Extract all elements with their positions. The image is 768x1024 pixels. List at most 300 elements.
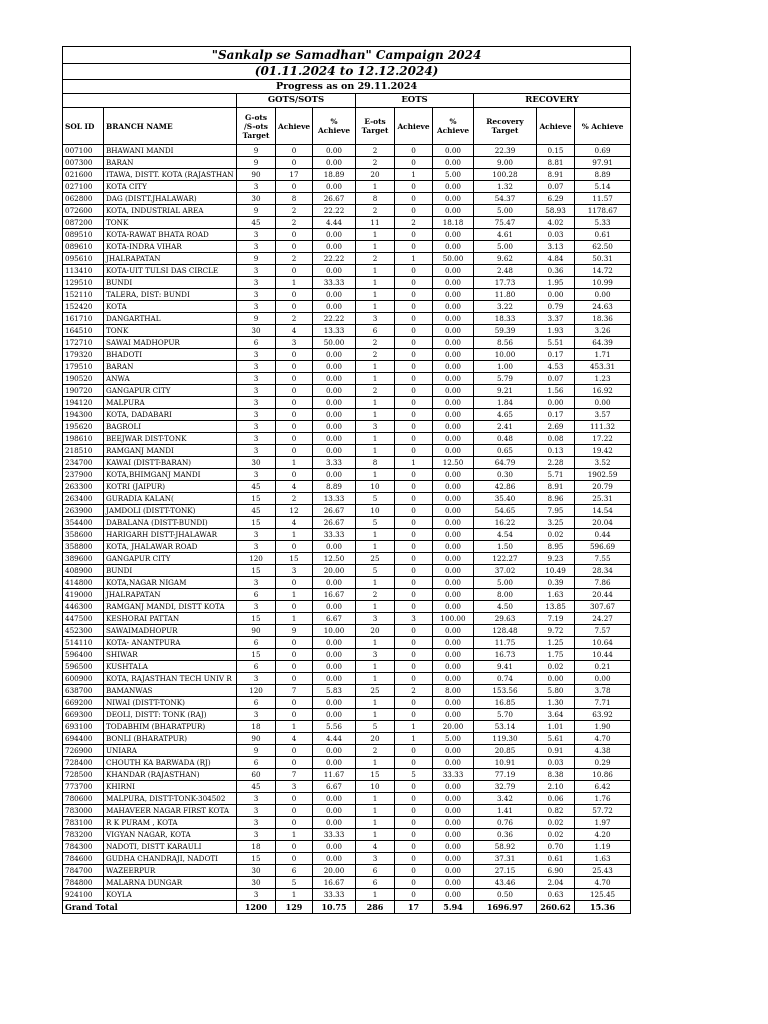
- table-row: [63, 373, 631, 385]
- cell-recovery-achieve: 0.39: [537, 577, 575, 589]
- cell-gots-percent: 26.67: [313, 505, 356, 517]
- cell-eots-achieve: 0: [395, 565, 433, 577]
- cell-branch-name: BHADOTI: [104, 349, 237, 361]
- cell-gots-percent: 0.00: [313, 697, 356, 709]
- cell-eots-target: 2: [356, 145, 395, 157]
- cell-branch-name: KUSHTALA: [104, 661, 237, 673]
- cell-recovery-percent: 1.90: [575, 721, 631, 733]
- cell-recovery-percent: 97.91: [575, 157, 631, 169]
- cell-recovery-target: 119.30: [474, 733, 537, 745]
- cell-branch-name: DANGARTHAL: [104, 313, 237, 325]
- cell-eots-achieve: 0: [395, 745, 433, 757]
- cell-recovery-percent: 5.33: [575, 217, 631, 229]
- cell-recovery-percent: 18.36: [575, 313, 631, 325]
- cell-recovery-achieve: 0.70: [537, 841, 575, 853]
- cell-sol-id: 195620: [63, 421, 104, 433]
- cell-recovery-percent: 16.92: [575, 385, 631, 397]
- cell-recovery-achieve: 8.38: [537, 769, 575, 781]
- cell-eots-achieve: 0: [395, 589, 433, 601]
- cell-recovery-target: 64.79: [474, 457, 537, 469]
- cell-recovery-percent: 63.92: [575, 709, 631, 721]
- cell-gots-target: 30: [237, 193, 276, 205]
- column-header-sol-id: SOL ID: [63, 108, 104, 145]
- cell-branch-name: DABALANA (DISTT-BUNDI): [104, 517, 237, 529]
- cell-gots-percent: 13.33: [313, 493, 356, 505]
- cell-eots-percent: 0.00: [433, 373, 474, 385]
- cell-branch-name: NADOTI, DISTT KARAULI: [104, 841, 237, 853]
- cell-gots-target: 45: [237, 505, 276, 517]
- cell-eots-target: 10: [356, 481, 395, 493]
- cell-eots-percent: 0.00: [433, 277, 474, 289]
- table-row: [63, 217, 631, 229]
- column-header-eots-achieve: Achieve: [395, 108, 433, 145]
- cell-gots-percent: 20.00: [313, 565, 356, 577]
- table-row: [63, 361, 631, 373]
- cell-gots-target: 3: [237, 385, 276, 397]
- cell-gots-target: 3: [237, 397, 276, 409]
- table-row: [63, 541, 631, 553]
- cell-recovery-achieve: 0.82: [537, 805, 575, 817]
- cell-gots-percent: 11.67: [313, 769, 356, 781]
- cell-recovery-target: 9.21: [474, 385, 537, 397]
- table-row: [63, 577, 631, 589]
- table-row: [63, 721, 631, 733]
- cell-gots-percent: 0.00: [313, 673, 356, 685]
- cell-recovery-target: 128.48: [474, 625, 537, 637]
- cell-recovery-percent: 1.63: [575, 853, 631, 865]
- cell-recovery-achieve: 6.90: [537, 865, 575, 877]
- cell-recovery-achieve: 0.91: [537, 745, 575, 757]
- cell-gots-achieve: 0: [276, 157, 313, 169]
- cell-eots-target: 3: [356, 421, 395, 433]
- cell-gots-percent: 8.89: [313, 481, 356, 493]
- cell-gots-target: 3: [237, 709, 276, 721]
- cell-gots-percent: 0.00: [313, 433, 356, 445]
- cell-recovery-achieve: 0.13: [537, 445, 575, 457]
- table-row: [63, 877, 631, 889]
- cell-branch-name: JHALRAPATAN: [104, 253, 237, 265]
- table-row: [63, 325, 631, 337]
- cell-gots-percent: 6.67: [313, 781, 356, 793]
- cell-recovery-target: 59.39: [474, 325, 537, 337]
- cell-branch-name: JAMDOLI (DISTT-TONK): [104, 505, 237, 517]
- cell-sol-id: 113410: [63, 265, 104, 277]
- cell-eots-achieve: 0: [395, 805, 433, 817]
- cell-gots-achieve: 3: [276, 337, 313, 349]
- cell-gots-achieve: 1: [276, 829, 313, 841]
- cell-branch-name: KOTA, JHALAWAR ROAD: [104, 541, 237, 553]
- cell-eots-percent: 0.00: [433, 889, 474, 901]
- total-gots-target: 1200: [237, 901, 276, 914]
- cell-recovery-percent: 25.31: [575, 493, 631, 505]
- cell-eots-percent: 0.00: [433, 145, 474, 157]
- cell-gots-target: 6: [237, 337, 276, 349]
- cell-eots-target: 2: [356, 589, 395, 601]
- cell-recovery-percent: 1.71: [575, 349, 631, 361]
- cell-eots-achieve: 0: [395, 853, 433, 865]
- table-row: [63, 253, 631, 265]
- cell-eots-achieve: 0: [395, 841, 433, 853]
- cell-recovery-percent: 1.97: [575, 817, 631, 829]
- cell-eots-achieve: 0: [395, 601, 433, 613]
- cell-eots-percent: 0.00: [433, 781, 474, 793]
- cell-recovery-target: 29.63: [474, 613, 537, 625]
- cell-gots-percent: 0.00: [313, 373, 356, 385]
- cell-eots-target: 2: [356, 157, 395, 169]
- cell-recovery-achieve: 1.01: [537, 721, 575, 733]
- cell-recovery-achieve: 1.30: [537, 697, 575, 709]
- cell-sol-id: 095610: [63, 253, 104, 265]
- cell-gots-percent: 0.00: [313, 853, 356, 865]
- cell-eots-achieve: 0: [395, 157, 433, 169]
- cell-gots-target: 3: [237, 373, 276, 385]
- cell-eots-target: 20: [356, 733, 395, 745]
- cell-gots-target: 3: [237, 349, 276, 361]
- cell-recovery-achieve: 0.63: [537, 889, 575, 901]
- cell-recovery-percent: 307.67: [575, 601, 631, 613]
- cell-sol-id: 089610: [63, 241, 104, 253]
- cell-recovery-percent: 0.00: [575, 673, 631, 685]
- cell-gots-achieve: 0: [276, 433, 313, 445]
- cell-branch-name: BUNDI: [104, 565, 237, 577]
- table-row: [63, 385, 631, 397]
- cell-gots-target: 15: [237, 649, 276, 661]
- cell-branch-name: SHIWAR: [104, 649, 237, 661]
- cell-gots-achieve: 1: [276, 613, 313, 625]
- cell-gots-percent: 33.33: [313, 529, 356, 541]
- cell-recovery-target: 58.92: [474, 841, 537, 853]
- cell-gots-achieve: 0: [276, 349, 313, 361]
- cell-gots-percent: 0.00: [313, 649, 356, 661]
- cell-eots-target: 3: [356, 853, 395, 865]
- cell-recovery-percent: 3.52: [575, 457, 631, 469]
- table-row: [63, 625, 631, 637]
- cell-branch-name: GANGAPUR CITY: [104, 553, 237, 565]
- cell-gots-achieve: 0: [276, 805, 313, 817]
- cell-eots-target: 2: [356, 253, 395, 265]
- cell-recovery-percent: 1178.67: [575, 205, 631, 217]
- cell-recovery-percent: 453.31: [575, 361, 631, 373]
- table-row: [63, 553, 631, 565]
- cell-gots-target: 60: [237, 769, 276, 781]
- cell-eots-percent: 0.00: [433, 409, 474, 421]
- cell-recovery-achieve: 5.80: [537, 685, 575, 697]
- group-header-eots: EOTS: [356, 94, 474, 108]
- cell-recovery-percent: 24.27: [575, 613, 631, 625]
- cell-gots-percent: 0.00: [313, 541, 356, 553]
- cell-gots-target: 18: [237, 721, 276, 733]
- cell-recovery-achieve: 13.85: [537, 601, 575, 613]
- cell-eots-achieve: 0: [395, 637, 433, 649]
- cell-gots-target: 3: [237, 793, 276, 805]
- cell-gots-percent: 0.00: [313, 157, 356, 169]
- cell-recovery-target: 2.48: [474, 265, 537, 277]
- cell-recovery-target: 11.80: [474, 289, 537, 301]
- cell-sol-id: 728400: [63, 757, 104, 769]
- cell-eots-achieve: 0: [395, 361, 433, 373]
- cell-eots-percent: 0.00: [433, 565, 474, 577]
- table-row: [63, 421, 631, 433]
- cell-recovery-percent: 64.39: [575, 337, 631, 349]
- cell-sol-id: 354400: [63, 517, 104, 529]
- cell-sol-id: 693100: [63, 721, 104, 733]
- table-row: [63, 853, 631, 865]
- cell-eots-target: 1: [356, 181, 395, 193]
- cell-gots-achieve: 0: [276, 145, 313, 157]
- cell-sol-id: 007100: [63, 145, 104, 157]
- cell-eots-percent: 0.00: [433, 853, 474, 865]
- cell-sol-id: 072600: [63, 205, 104, 217]
- cell-recovery-achieve: 3.37: [537, 313, 575, 325]
- group-header-recovery: RECOVERY: [474, 94, 631, 108]
- cell-gots-percent: 50.00: [313, 337, 356, 349]
- cell-sol-id: 190720: [63, 385, 104, 397]
- cell-recovery-target: 27.15: [474, 865, 537, 877]
- cell-recovery-target: 75.47: [474, 217, 537, 229]
- cell-gots-achieve: 3: [276, 565, 313, 577]
- cell-eots-target: 8: [356, 193, 395, 205]
- table-row: [63, 145, 631, 157]
- cell-eots-achieve: 5: [395, 769, 433, 781]
- cell-gots-percent: 0.00: [313, 301, 356, 313]
- cell-branch-name: KOTA- ANANTPURA: [104, 637, 237, 649]
- cell-branch-name: BARAN: [104, 361, 237, 373]
- table-row: [63, 589, 631, 601]
- cell-eots-percent: 0.00: [433, 517, 474, 529]
- cell-sol-id: 263300: [63, 481, 104, 493]
- cell-eots-target: 1: [356, 529, 395, 541]
- cell-eots-achieve: 0: [395, 277, 433, 289]
- cell-gots-achieve: 4: [276, 733, 313, 745]
- total-recovery-achieve: 260.62: [537, 901, 575, 914]
- cell-recovery-achieve: 0.17: [537, 349, 575, 361]
- cell-branch-name: NIWAI (DISTT-TONK): [104, 697, 237, 709]
- cell-sol-id: 027100: [63, 181, 104, 193]
- cell-recovery-target: 8.56: [474, 337, 537, 349]
- cell-eots-target: 1: [356, 469, 395, 481]
- cell-recovery-achieve: 4.84: [537, 253, 575, 265]
- cell-recovery-achieve: 0.36: [537, 265, 575, 277]
- cell-recovery-percent: 5.14: [575, 181, 631, 193]
- cell-eots-achieve: 0: [395, 241, 433, 253]
- column-header-gots-percent: % Achieve: [313, 108, 356, 145]
- cell-eots-percent: 0.00: [433, 841, 474, 853]
- cell-sol-id: 446300: [63, 601, 104, 613]
- cell-recovery-target: 77.19: [474, 769, 537, 781]
- cell-eots-achieve: 0: [395, 493, 433, 505]
- cell-recovery-target: 4.50: [474, 601, 537, 613]
- cell-recovery-target: 22.39: [474, 145, 537, 157]
- cell-gots-target: 3: [237, 829, 276, 841]
- cell-eots-achieve: 0: [395, 373, 433, 385]
- cell-recovery-percent: 0.00: [575, 289, 631, 301]
- report-title: "Sankalp se Samadhan" Campaign 2024: [63, 47, 631, 64]
- cell-recovery-percent: 0.21: [575, 661, 631, 673]
- total-gots-percent: 10.75: [313, 901, 356, 914]
- cell-eots-percent: 0.00: [433, 817, 474, 829]
- cell-recovery-achieve: 2.10: [537, 781, 575, 793]
- progress-date: Progress as on 29.11.2024: [63, 80, 631, 94]
- cell-gots-target: 3: [237, 529, 276, 541]
- cell-eots-achieve: 0: [395, 625, 433, 637]
- cell-recovery-target: 100.28: [474, 169, 537, 181]
- table-row: [63, 889, 631, 901]
- cell-eots-target: 1: [356, 433, 395, 445]
- cell-sol-id: 600900: [63, 673, 104, 685]
- cell-eots-achieve: 0: [395, 229, 433, 241]
- cell-sol-id: 129510: [63, 277, 104, 289]
- cell-eots-target: 1: [356, 373, 395, 385]
- cell-gots-target: 3: [237, 889, 276, 901]
- cell-recovery-percent: 25.43: [575, 865, 631, 877]
- cell-branch-name: WAZEERPUR: [104, 865, 237, 877]
- cell-recovery-achieve: 4.53: [537, 361, 575, 373]
- cell-sol-id: 924100: [63, 889, 104, 901]
- cell-recovery-achieve: 0.61: [537, 853, 575, 865]
- cell-branch-name: RAMGANJ MANDI, DISTT KOTA: [104, 601, 237, 613]
- cell-sol-id: 194300: [63, 409, 104, 421]
- cell-branch-name: KAWAI (DISTT-BARAN): [104, 457, 237, 469]
- cell-gots-target: 15: [237, 613, 276, 625]
- cell-recovery-achieve: 0.79: [537, 301, 575, 313]
- table-row: [63, 397, 631, 409]
- cell-eots-achieve: 0: [395, 529, 433, 541]
- cell-eots-target: 3: [356, 649, 395, 661]
- cell-branch-name: SAWAI MADHOPUR: [104, 337, 237, 349]
- cell-gots-target: 6: [237, 661, 276, 673]
- cell-sol-id: 062800: [63, 193, 104, 205]
- cell-gots-achieve: 1: [276, 457, 313, 469]
- cell-recovery-achieve: 58.93: [537, 205, 575, 217]
- cell-eots-achieve: 0: [395, 889, 433, 901]
- cell-recovery-target: 37.31: [474, 853, 537, 865]
- cell-eots-target: 2: [356, 205, 395, 217]
- cell-gots-target: 15: [237, 565, 276, 577]
- cell-eots-percent: 0.00: [433, 745, 474, 757]
- cell-eots-achieve: 0: [395, 577, 433, 589]
- cell-eots-percent: 0.00: [433, 493, 474, 505]
- cell-gots-percent: 0.00: [313, 421, 356, 433]
- table-row: [63, 289, 631, 301]
- cell-sol-id: 263400: [63, 493, 104, 505]
- cell-recovery-percent: 14.72: [575, 265, 631, 277]
- cell-eots-percent: 0.00: [433, 385, 474, 397]
- cell-eots-achieve: 0: [395, 181, 433, 193]
- cell-eots-target: 1: [356, 409, 395, 421]
- cell-gots-achieve: 0: [276, 229, 313, 241]
- table-row: [63, 529, 631, 541]
- cell-eots-percent: 0.00: [433, 301, 474, 313]
- cell-recovery-achieve: 5.71: [537, 469, 575, 481]
- cell-eots-achieve: 0: [395, 205, 433, 217]
- cell-recovery-achieve: 10.49: [537, 565, 575, 577]
- cell-gots-achieve: 0: [276, 445, 313, 457]
- cell-recovery-percent: 7.71: [575, 697, 631, 709]
- cell-sol-id: 780600: [63, 793, 104, 805]
- cell-eots-percent: 0.00: [433, 265, 474, 277]
- cell-recovery-percent: 0.69: [575, 145, 631, 157]
- cell-eots-achieve: 0: [395, 385, 433, 397]
- cell-gots-target: 3: [237, 541, 276, 553]
- cell-eots-target: 1: [356, 829, 395, 841]
- cell-eots-target: 25: [356, 685, 395, 697]
- cell-recovery-percent: 0.44: [575, 529, 631, 541]
- cell-eots-percent: 0.00: [433, 757, 474, 769]
- cell-eots-achieve: 0: [395, 505, 433, 517]
- table-row: [63, 793, 631, 805]
- cell-eots-target: 1: [356, 757, 395, 769]
- cell-gots-achieve: 12: [276, 505, 313, 517]
- cell-sol-id: 638700: [63, 685, 104, 697]
- cell-branch-name: BHAWANI MANDI: [104, 145, 237, 157]
- cell-eots-target: 3: [356, 313, 395, 325]
- cell-gots-target: 90: [237, 733, 276, 745]
- table-row: [63, 193, 631, 205]
- cell-sol-id: 152110: [63, 289, 104, 301]
- cell-sol-id: 452300: [63, 625, 104, 637]
- cell-sol-id: 152420: [63, 301, 104, 313]
- cell-gots-percent: 0.00: [313, 637, 356, 649]
- table-row: [63, 157, 631, 169]
- cell-gots-achieve: 1: [276, 589, 313, 601]
- table-row: [63, 661, 631, 673]
- cell-eots-achieve: 0: [395, 145, 433, 157]
- table-row: [63, 649, 631, 661]
- cell-recovery-achieve: 5.51: [537, 337, 575, 349]
- cell-gots-target: 3: [237, 289, 276, 301]
- cell-gots-target: 15: [237, 853, 276, 865]
- cell-gots-target: 120: [237, 685, 276, 697]
- cell-branch-name: DAG (DISTT.JHALAWAR): [104, 193, 237, 205]
- cell-recovery-percent: 20.44: [575, 589, 631, 601]
- cell-gots-percent: 4.44: [313, 733, 356, 745]
- cell-recovery-percent: 20.04: [575, 517, 631, 529]
- table-row: [63, 733, 631, 745]
- cell-recovery-target: 1.00: [474, 361, 537, 373]
- cell-gots-achieve: 1: [276, 529, 313, 541]
- cell-branch-name: KESHORAI PATTAN: [104, 613, 237, 625]
- cell-branch-name: BARAN: [104, 157, 237, 169]
- cell-sol-id: 358800: [63, 541, 104, 553]
- cell-recovery-achieve: 0.15: [537, 145, 575, 157]
- cell-gots-achieve: 0: [276, 409, 313, 421]
- cell-gots-achieve: 2: [276, 217, 313, 229]
- cell-recovery-target: 16.73: [474, 649, 537, 661]
- table-row: [63, 181, 631, 193]
- table-row: [63, 673, 631, 685]
- cell-recovery-achieve: 0.02: [537, 529, 575, 541]
- cell-sol-id: 419000: [63, 589, 104, 601]
- cell-eots-percent: 0.00: [433, 625, 474, 637]
- cell-recovery-achieve: 8.96: [537, 493, 575, 505]
- cell-eots-percent: 0.00: [433, 313, 474, 325]
- cell-gots-target: 30: [237, 865, 276, 877]
- table-row: [63, 505, 631, 517]
- table-row: [63, 169, 631, 181]
- table-row: [63, 613, 631, 625]
- cell-eots-achieve: 1: [395, 733, 433, 745]
- cell-eots-target: 1: [356, 793, 395, 805]
- cell-eots-target: 10: [356, 781, 395, 793]
- cell-eots-achieve: 0: [395, 829, 433, 841]
- cell-sol-id: 514110: [63, 637, 104, 649]
- cell-eots-percent: 5.00: [433, 733, 474, 745]
- cell-recovery-percent: 6.42: [575, 781, 631, 793]
- cell-eots-target: 2: [356, 349, 395, 361]
- cell-recovery-target: 1.41: [474, 805, 537, 817]
- cell-gots-achieve: 0: [276, 709, 313, 721]
- cell-recovery-percent: 10.64: [575, 637, 631, 649]
